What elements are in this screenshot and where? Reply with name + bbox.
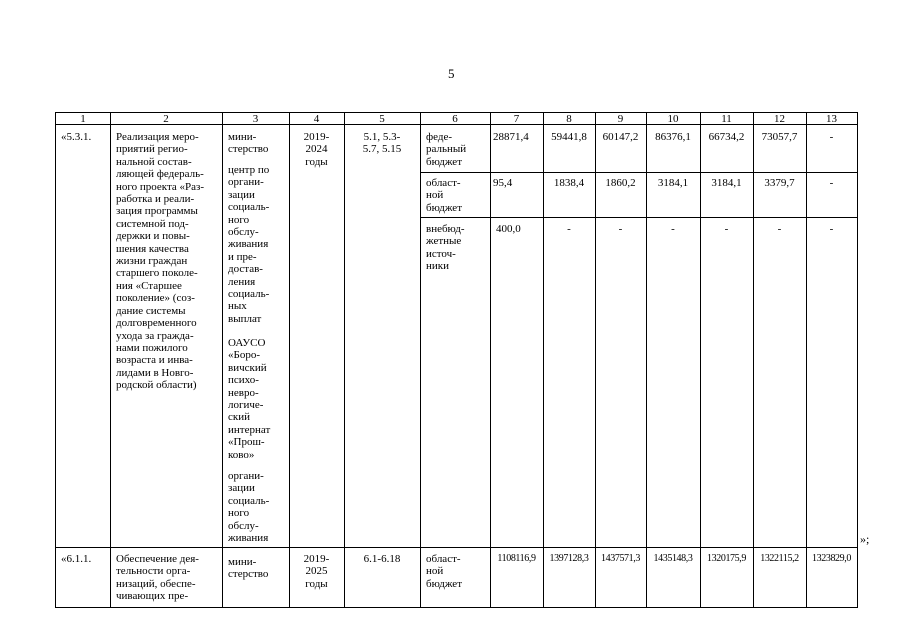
program-table — [55, 112, 858, 608]
value-cell: - — [777, 223, 782, 235]
value-cell: 1435148,3 — [653, 553, 693, 564]
row2-code: «6.1.1. — [61, 553, 92, 565]
row1-source-extrabudget: внебюд- жетные источ- ники — [426, 223, 465, 273]
row2-executor: мини- стерство — [228, 556, 269, 581]
value-cell: 3184,1 — [711, 177, 742, 189]
row1-source-federal: феде- ральный бюджет — [426, 131, 467, 168]
col-header-5: 5 — [379, 113, 385, 124]
value-cell: 1860,2 — [605, 177, 636, 189]
value-cell: 3379,7 — [764, 177, 795, 189]
value-cell: - — [618, 223, 623, 235]
row1-years: 2019- 2024 годы — [303, 131, 330, 168]
value-cell: 400,0 — [496, 223, 521, 235]
col-header-8: 8 — [566, 113, 572, 124]
col-header-13: 13 — [826, 113, 837, 124]
value-cell: - — [724, 223, 729, 235]
value-cell: 3184,1 — [657, 177, 689, 189]
value-cell: 28871,4 — [493, 131, 529, 143]
col-header-6: 6 — [452, 113, 458, 124]
row1-executor-boarding: ОАУСО «Боро- вичский психо- невро- логиче- ский интернат «Прош- ково» — [228, 337, 271, 461]
row1-executor-ministry: мини- стерство — [228, 131, 269, 156]
value-cell: 1397128,3 — [549, 553, 589, 564]
row2-name: Обеспечение дея- тельности орга- низаций, обеспе- чивающих пре- — [116, 553, 199, 603]
value-cell: 59441,8 — [551, 131, 587, 143]
col-header-4: 4 — [313, 113, 320, 124]
value-cell: - — [567, 223, 571, 235]
row1-source-regional: област- ной бюджет — [426, 177, 462, 214]
row2-source: област- ной бюджет — [426, 553, 462, 590]
value-cell: 86376,1 — [655, 131, 691, 143]
value-cell: 95,4 — [493, 177, 513, 189]
value-cell: - — [829, 223, 834, 235]
value-cell: 73057,7 — [761, 131, 798, 143]
row1-targets: 5.1, 5.3- 5.7, 5.15 — [362, 131, 402, 156]
value-cell: 60147,2 — [602, 131, 639, 143]
col-header-11: 11 — [721, 113, 732, 124]
value-cell: - — [671, 223, 675, 235]
col-header-2: 2 — [163, 113, 169, 124]
col-header-3: 3 — [252, 113, 259, 124]
col-header-12: 12 — [774, 113, 785, 124]
col-header-7: 7 — [513, 113, 520, 124]
row2-targets: 6.1-6.18 — [363, 553, 401, 565]
col-header-9: 9 — [617, 113, 624, 124]
value-cell: 66734,2 — [708, 131, 745, 143]
value-cell: 1437571,3 — [601, 553, 640, 564]
page-number: 5 — [448, 66, 455, 81]
value-cell: 1320175,9 — [707, 553, 746, 564]
value-cell: 1108116,9 — [497, 553, 536, 564]
value-cell: 1323829,0 — [812, 553, 851, 564]
row1-executor-organizations: органи- зации социаль- ного обслу- живания — [228, 470, 270, 545]
value-cell: 1838,4 — [553, 177, 585, 189]
value-cell: - — [829, 131, 834, 143]
col-header-10: 10 — [667, 113, 679, 124]
row2-years: 2019- 2025 годы — [303, 553, 330, 590]
col-header-1: 1 — [80, 113, 86, 124]
closing-quote-mark: »; — [860, 532, 870, 546]
value-cell: 1322115,2 — [760, 553, 799, 564]
value-cell: - — [829, 177, 834, 189]
row1-executor-center: центр по органи- зации социаль- ного обслу- живания и пре- достав- ления социаль- ных выплат — [228, 164, 270, 325]
row1-code: «5.3.1. — [61, 131, 92, 143]
row1-name: Реализация меро- приятий регио- нальной состав- ляющей федераль- ного проекта «Раз- работка и реали- зация программы системной под- держки и повы- шения качества жизни граждан старшего поколе- ния «Старшее поколение» (соз- дание системы долговременного ухода за гражда- нами пожилого возраста и инва- лидами в Новго- родской области) — [116, 131, 205, 392]
